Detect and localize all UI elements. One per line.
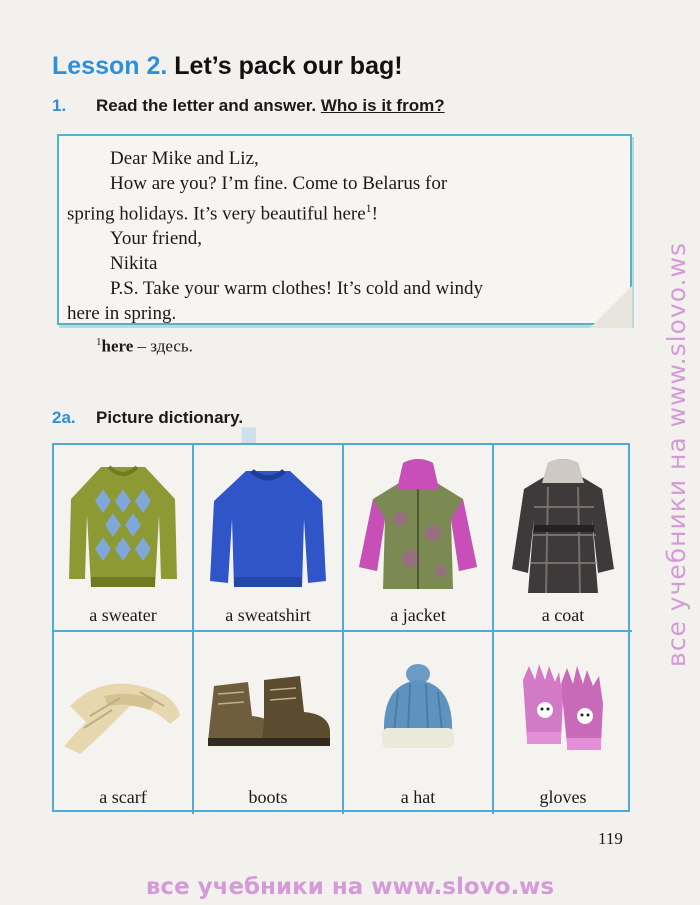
footnote-translation: – здесь. — [133, 336, 193, 356]
dictionary-label: boots — [248, 787, 288, 807]
dictionary-cell-boots — [194, 632, 344, 814]
gloves-icon — [515, 660, 611, 756]
dictionary-label: gloves — [539, 787, 587, 807]
dictionary-cell-jacket — [344, 445, 494, 632]
letter-body-line-1: How are you? I’m fine. Come to Belarus for — [110, 173, 448, 194]
exercise-2a-title: Picture dictionary. — [96, 408, 244, 427]
side-watermark: все учебники на www.slovo.ws — [662, 242, 691, 668]
dictionary-cell-gloves — [494, 632, 632, 814]
dictionary-label: a sweatshirt — [225, 605, 311, 625]
exercise-1-heading — [52, 96, 445, 116]
letter-page-curl — [590, 286, 632, 328]
footnote — [96, 336, 193, 357]
exercise-2a-heading — [52, 408, 243, 428]
footnote-term: here — [101, 336, 134, 356]
dictionary-cell-sweatshirt — [194, 445, 344, 632]
sweatshirt-icon — [206, 465, 330, 593]
hat-icon — [378, 662, 458, 752]
dictionary-cell-hat — [344, 632, 494, 814]
sweater-icon — [63, 459, 183, 589]
boots-icon — [204, 676, 332, 750]
footnote-number: 1 — [96, 336, 102, 348]
footnote-mark: 1 — [365, 201, 372, 215]
letter-greeting: Dear Mike and Liz, — [110, 148, 259, 169]
page-number: 119 — [598, 829, 623, 848]
letter-ps-line-1: P.S. Take your warm clothes! It’s cold and windy — [110, 278, 483, 300]
bottom-watermark: все учебники на www.slovo.ws — [145, 874, 555, 900]
dictionary-label: a sweater — [89, 605, 157, 625]
dictionary-cell-sweater — [54, 445, 194, 632]
exercise-1-instruction: Read the letter and answer. — [96, 96, 317, 115]
scarf-icon — [60, 666, 186, 756]
lesson-heading — [52, 52, 403, 81]
dictionary-label: a coat — [541, 605, 585, 625]
jacket-icon — [355, 459, 481, 595]
picture-dictionary-grid — [52, 443, 630, 812]
dictionary-cell-scarf — [54, 632, 194, 814]
dictionary-label: a jacket — [390, 605, 446, 625]
dictionary-label: a scarf — [99, 787, 147, 807]
lesson-number: Lesson 2. — [52, 52, 168, 80]
letter-closing: Your friend, — [110, 228, 203, 250]
exercise-1-question: Who is it from? — [320, 96, 445, 115]
letter-body-line-2: spring holidays. It’s very beautiful here$^1$! — [67, 201, 378, 225]
exercise-2a-number: 2a. — [52, 408, 76, 427]
dictionary-label: a hat — [400, 787, 436, 807]
letter-signature: Nikita — [110, 253, 158, 275]
exercise-1-number: 1. — [52, 96, 67, 115]
letter-box — [57, 134, 632, 325]
coat-icon — [510, 457, 616, 597]
lesson-title: Let’s pack our bag! — [174, 52, 403, 80]
letter-ps-line-2: here in spring. — [67, 303, 177, 325]
dictionary-cell-coat — [494, 445, 632, 632]
